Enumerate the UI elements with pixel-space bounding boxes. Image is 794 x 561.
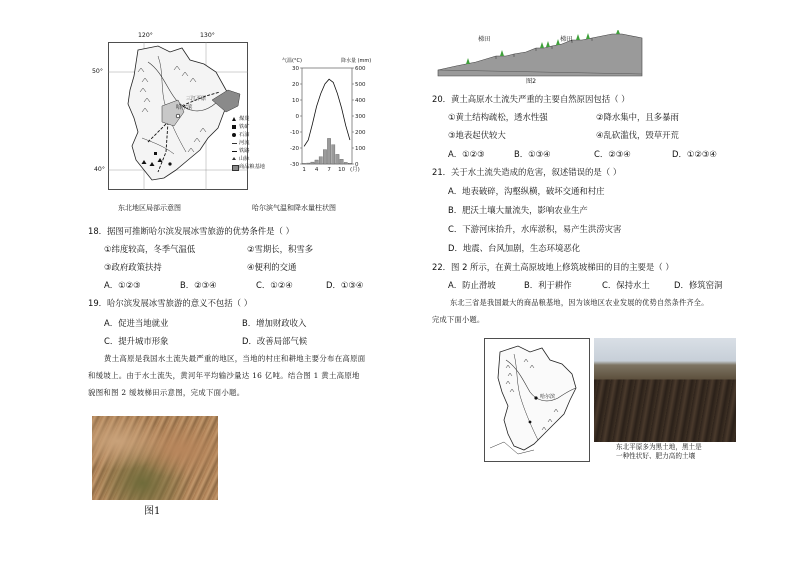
loess-paragraph-line2: 和缓坡上。由于水土流失，黄河年平均输沙量达 16 亿吨。结合图 1 黄土高原地: [88, 371, 360, 380]
lat-label-50: 50°: [92, 68, 103, 75]
y2-tick-label: 500: [355, 82, 366, 88]
q20-opt1: ①黄土结构疏松，透水性强: [448, 112, 548, 122]
q20-option-d[interactable]: D．①②③④: [672, 149, 717, 159]
q19-option-d[interactable]: D．改善局部气候: [242, 336, 308, 346]
map-legend: [232, 116, 266, 186]
q18-opt3: ③政府政策扶持: [104, 262, 162, 272]
precip-bar: [315, 160, 318, 164]
y2-tick-label: 600: [355, 66, 366, 72]
q18-stem: 18．据图可推断哈尔滨发展冰雪旅游的优势条件是（ ）: [88, 226, 294, 236]
ne-map-svg: [484, 338, 590, 462]
legend-mountain: 山脉: [239, 156, 250, 162]
lon-label-130: 130°: [200, 32, 215, 39]
legend-railway: 铁路: [239, 148, 250, 154]
q18-opt1: ①纬度较高，冬季气温低: [104, 244, 196, 254]
q20-opt4: ④乱砍滥伐，毁草开荒: [596, 130, 679, 140]
q21-option-d[interactable]: D．地震、台风加剧，生态环境恶化: [448, 243, 581, 253]
precip-bar: [302, 163, 305, 164]
y2-tick-label: 400: [355, 98, 366, 104]
lat-label-40: 40°: [94, 166, 105, 173]
q22-option-b[interactable]: B．利于耕作: [524, 280, 572, 290]
ne-paragraph-line1: 东北三省是我国最大的商品粮基地，因为该地区农业发展的优势自然条件齐全。: [450, 298, 709, 307]
y-tick-label: 30: [292, 66, 299, 72]
loess-paragraph-line3: 貌图和图 2 缓坡梯田示意图，完成下面小题。: [88, 388, 245, 397]
precip-bar: [344, 162, 347, 164]
q18-option-a[interactable]: A．①②③: [104, 280, 141, 290]
loess-plateau-photo: [92, 416, 218, 500]
river-icon: [232, 143, 237, 144]
y-tick-label: 0: [295, 114, 299, 120]
left-axis-label: 气温(°C): [282, 58, 302, 64]
y-tick-label: 20: [292, 82, 299, 88]
fig2-caption: 图2: [526, 78, 537, 85]
precip-bar: [323, 150, 326, 164]
q21-option-a[interactable]: A．地表破碎，沟壑纵横，破坏交通和村庄: [448, 186, 605, 196]
q20-option-a[interactable]: A．①②③: [448, 149, 485, 159]
q20-option-b[interactable]: B．①③④: [514, 149, 551, 159]
y-tick-label: -10: [290, 130, 299, 136]
terrace-label-2: 梯田: [560, 36, 573, 43]
q22-option-a[interactable]: A．防止滑坡: [448, 280, 496, 290]
y-tick-label: 10: [292, 98, 299, 104]
precip-bar: [327, 138, 330, 164]
x-axis-unit: (月): [350, 167, 360, 173]
precip-bar: [332, 145, 335, 164]
northeast-map: [108, 32, 248, 190]
black-soil-caption-box: [594, 442, 736, 464]
iron-icon: [232, 125, 236, 129]
legend-river: 河流: [239, 140, 250, 146]
terrace-diagram: [436, 30, 644, 78]
terrace-diagram-svg: [436, 30, 644, 78]
climate-caption: 哈尔滨气温和降水量柱状图: [252, 204, 336, 212]
ne-map: [484, 338, 590, 462]
q20-opt3: ③地表起伏较大: [448, 130, 506, 140]
black-soil-caption-line1: 东北平原多为黑土地，黑土是: [616, 443, 702, 451]
q18-option-c[interactable]: C．①②④: [256, 280, 293, 290]
lon-label-120: 120°: [138, 32, 153, 39]
y-tick-label: -20: [290, 146, 299, 152]
oil-icon: [232, 133, 236, 137]
black-soil-photo: [594, 338, 736, 442]
y2-tick-label: 200: [355, 130, 366, 136]
city-label-harbin: 哈尔滨: [176, 105, 193, 111]
fig1-caption: 图1: [144, 506, 161, 517]
y-tick-label: -30: [290, 162, 299, 168]
q19-stem: 19．哈尔滨发展冰雪旅游的意义不包括（ ）: [88, 298, 253, 308]
precip-bar: [340, 159, 343, 164]
q18-option-d[interactable]: D．①③④: [326, 280, 364, 290]
q21-option-c[interactable]: C．下游河床抬升，水库淤积，易产生洪涝灾害: [448, 224, 622, 234]
mountain-icon: [232, 157, 236, 160]
legend-coal: 煤炭: [239, 116, 250, 122]
q19-option-b[interactable]: B．增加财政收入: [242, 318, 307, 328]
ne-map-city-label: 哈尔滨: [540, 394, 556, 400]
x-tick-label: 1: [302, 167, 306, 173]
precip-bar: [348, 163, 351, 164]
black-soil-caption-line2: 一种性状好、肥力高的土壤: [616, 452, 696, 460]
q21-option-b[interactable]: B．肥沃土壤大量流失，影响农业生产: [448, 205, 588, 215]
terrace-label-1: 梯田: [478, 36, 491, 43]
q22-option-c[interactable]: C．保持水土: [602, 280, 650, 290]
ne-paragraph-line2: 完成下面小题。: [432, 315, 485, 324]
q21-stem: 21．关于水土流失造成的危害，叙述错误的是（ ）: [432, 167, 622, 177]
coal-icon: [232, 117, 236, 121]
q18-opt4: ④便利的交通: [247, 262, 297, 272]
q18-option-b[interactable]: B．②③④: [180, 280, 217, 290]
q20-stem: 20．黄土高原水土流失严重的主要自然原因包括（ ）: [432, 94, 630, 104]
precip-bar: [336, 154, 339, 164]
y2-tick-label: 100: [355, 146, 366, 152]
x-tick-label: 10: [338, 167, 346, 173]
precip-bar: [319, 157, 322, 164]
legend-grain-base: 商品粮基地: [239, 164, 265, 170]
region-label-sanjiang: 三江平原: [186, 96, 207, 102]
loess-paragraph-line1: 黄土高原是我国水土流失最严重的地区，当地的村庄和耕地主要分布在高原面: [104, 354, 366, 363]
x-tick-label: 4: [314, 167, 319, 173]
q19-option-a[interactable]: A．促进当地就业: [104, 318, 169, 328]
grain-base-icon: [232, 165, 239, 171]
q20-option-c[interactable]: C．②③④: [594, 149, 631, 159]
plot-frame: [302, 68, 352, 164]
right-axis-label: 降水量 (mm): [341, 58, 372, 64]
map-caption: 东北地区局部示意图: [118, 204, 181, 212]
precip-bar: [311, 162, 314, 164]
q22-option-d[interactable]: D．修筑窑洞: [674, 280, 723, 290]
railway-icon: [232, 151, 237, 152]
q20-opt2: ②降水集中，且多暴雨: [596, 112, 679, 122]
legend-iron: 铁矿: [239, 124, 250, 130]
precip-bar: [307, 163, 310, 164]
climate-chart: [278, 54, 388, 182]
climate-chart-svg: [278, 54, 388, 182]
q19-option-c[interactable]: C．提升城市形象: [104, 336, 169, 346]
y2-tick-label: 300: [355, 114, 366, 120]
northeast-map-drawing: [108, 42, 248, 190]
q22-stem: 22．图 2 所示，在黄土高原坡地上修筑坡梯田的目的主要是（ ）: [432, 262, 674, 272]
q18-opt2: ②雪期长，积雪多: [247, 244, 314, 254]
legend-oil: 石油: [239, 132, 250, 138]
x-tick-label: 7: [327, 167, 331, 173]
y2-tick-label: 0: [355, 162, 359, 168]
